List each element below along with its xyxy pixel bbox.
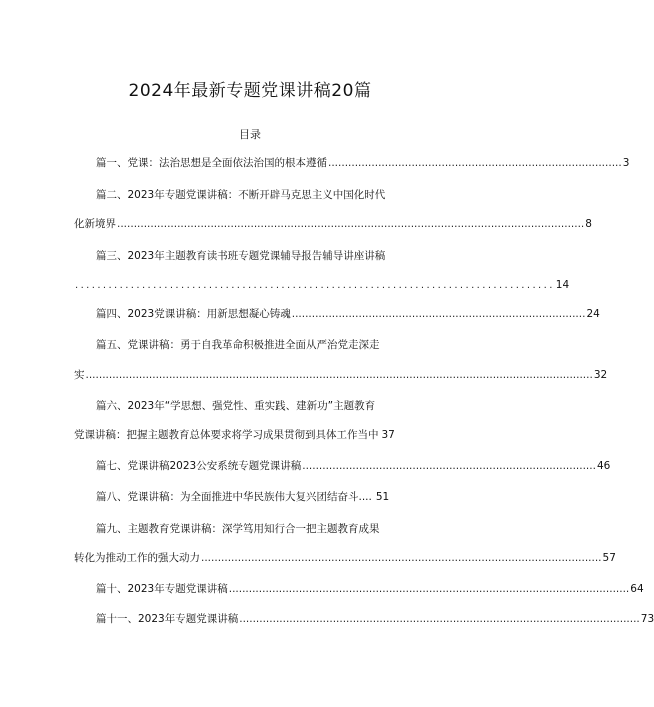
toc-entry-1[interactable] xyxy=(96,156,630,170)
toc-leader-dots: ........................................................................................ xyxy=(328,157,622,169)
toc-entry-7[interactable] xyxy=(96,459,611,473)
toc-entry-5[interactable] xyxy=(74,368,608,382)
toc-leader-dots: ........................................................................................................................ xyxy=(201,552,602,564)
toc-entry-text: 实 xyxy=(74,369,85,381)
toc-heading: 目录 xyxy=(239,128,261,141)
toc-entry-3-line1[interactable]: 篇三、2023年主题教育读书班专题党课辅导报告辅导讲座讲稿 xyxy=(96,250,386,262)
toc-entry-text: 党课讲稿：把握主题教育总体要求将学习成果贯彻到具体工作当中 xyxy=(74,429,379,441)
toc-page-number: 8 xyxy=(585,218,592,230)
toc-leader-dots: ........................................................................................................................ xyxy=(228,583,630,595)
toc-entry-text: 篇一、党课：法治思想是全面依法治国的根本遵循 xyxy=(96,157,327,169)
toc-entry-text: 篇十、2023年专题党课讲稿 xyxy=(96,583,228,595)
toc-leader-dots: ........................................................................................ xyxy=(302,460,596,472)
document-title: 2024年最新专题党课讲稿20篇 xyxy=(128,81,372,101)
toc-entry-text: 化新境界 xyxy=(74,218,116,230)
toc-entry-text: 篇八、党课讲稿：为全面推进中华民族伟大复兴团结奋斗.... xyxy=(96,491,372,503)
toc-page-number: 64 xyxy=(630,583,644,595)
toc-entry-6-line1[interactable]: 篇六、2023年“学思想、强党性、重实践、建新功”主题教育 xyxy=(96,400,376,412)
toc-entry-6[interactable] xyxy=(74,428,418,442)
toc-entry-3[interactable] xyxy=(74,278,570,293)
toc-entry-2[interactable] xyxy=(74,217,592,231)
toc-entry-4[interactable] xyxy=(96,307,600,321)
toc-page-number: 3 xyxy=(622,157,630,169)
toc-page-number: 51 xyxy=(375,491,390,503)
toc-entry-9[interactable] xyxy=(74,551,616,565)
toc-page-number: 57 xyxy=(602,552,616,564)
toc-entry-8[interactable] xyxy=(96,490,418,504)
toc-leader-dots: ........................................................................................................................ xyxy=(239,613,640,625)
toc-entry-text: 篇四、2023党课讲稿：用新思想凝心铸魂 xyxy=(96,308,291,320)
toc-entry-10[interactable] xyxy=(96,582,644,596)
toc-entry-text: 转化为推动工作的强大动力 xyxy=(74,552,200,564)
toc-entry-text: 篇十一、2023年专题党课讲稿 xyxy=(96,613,239,625)
toc-leader-dots: ...................................................................................... xyxy=(75,280,555,291)
toc-entry-2-line1[interactable]: 篇二、2023年专题党课讲稿：不断开辟马克思主义中国化时代 xyxy=(96,189,386,201)
toc-entry-11[interactable] xyxy=(96,612,654,626)
toc-entry-text: 篇七、党课讲稿2023公安系统专题党课讲稿 xyxy=(96,460,302,472)
toc-entry-9-line1[interactable]: 篇九、主题教育党课讲稿：深学笃用知行合一把主题教育成果 xyxy=(96,523,380,535)
toc-page-number: 46 xyxy=(596,460,611,472)
toc-page-number: 14 xyxy=(555,279,570,291)
toc-page-number: 37 xyxy=(381,429,395,441)
toc-leader-dots: ........................................................................................ xyxy=(291,308,586,320)
toc-leader-dots: ............................................................................................................................................ xyxy=(117,218,585,230)
toc-entry-5-line1[interactable]: 篇五、党课讲稿：勇于自我革命积极推进全面从严治党走深走 xyxy=(96,339,380,351)
toc-page-number: 24 xyxy=(586,308,600,320)
toc-page-number: 73 xyxy=(640,613,654,625)
toc-leader-dots: ........................................................................................................................................................ xyxy=(85,369,593,381)
toc-page-number: 32 xyxy=(593,369,608,381)
